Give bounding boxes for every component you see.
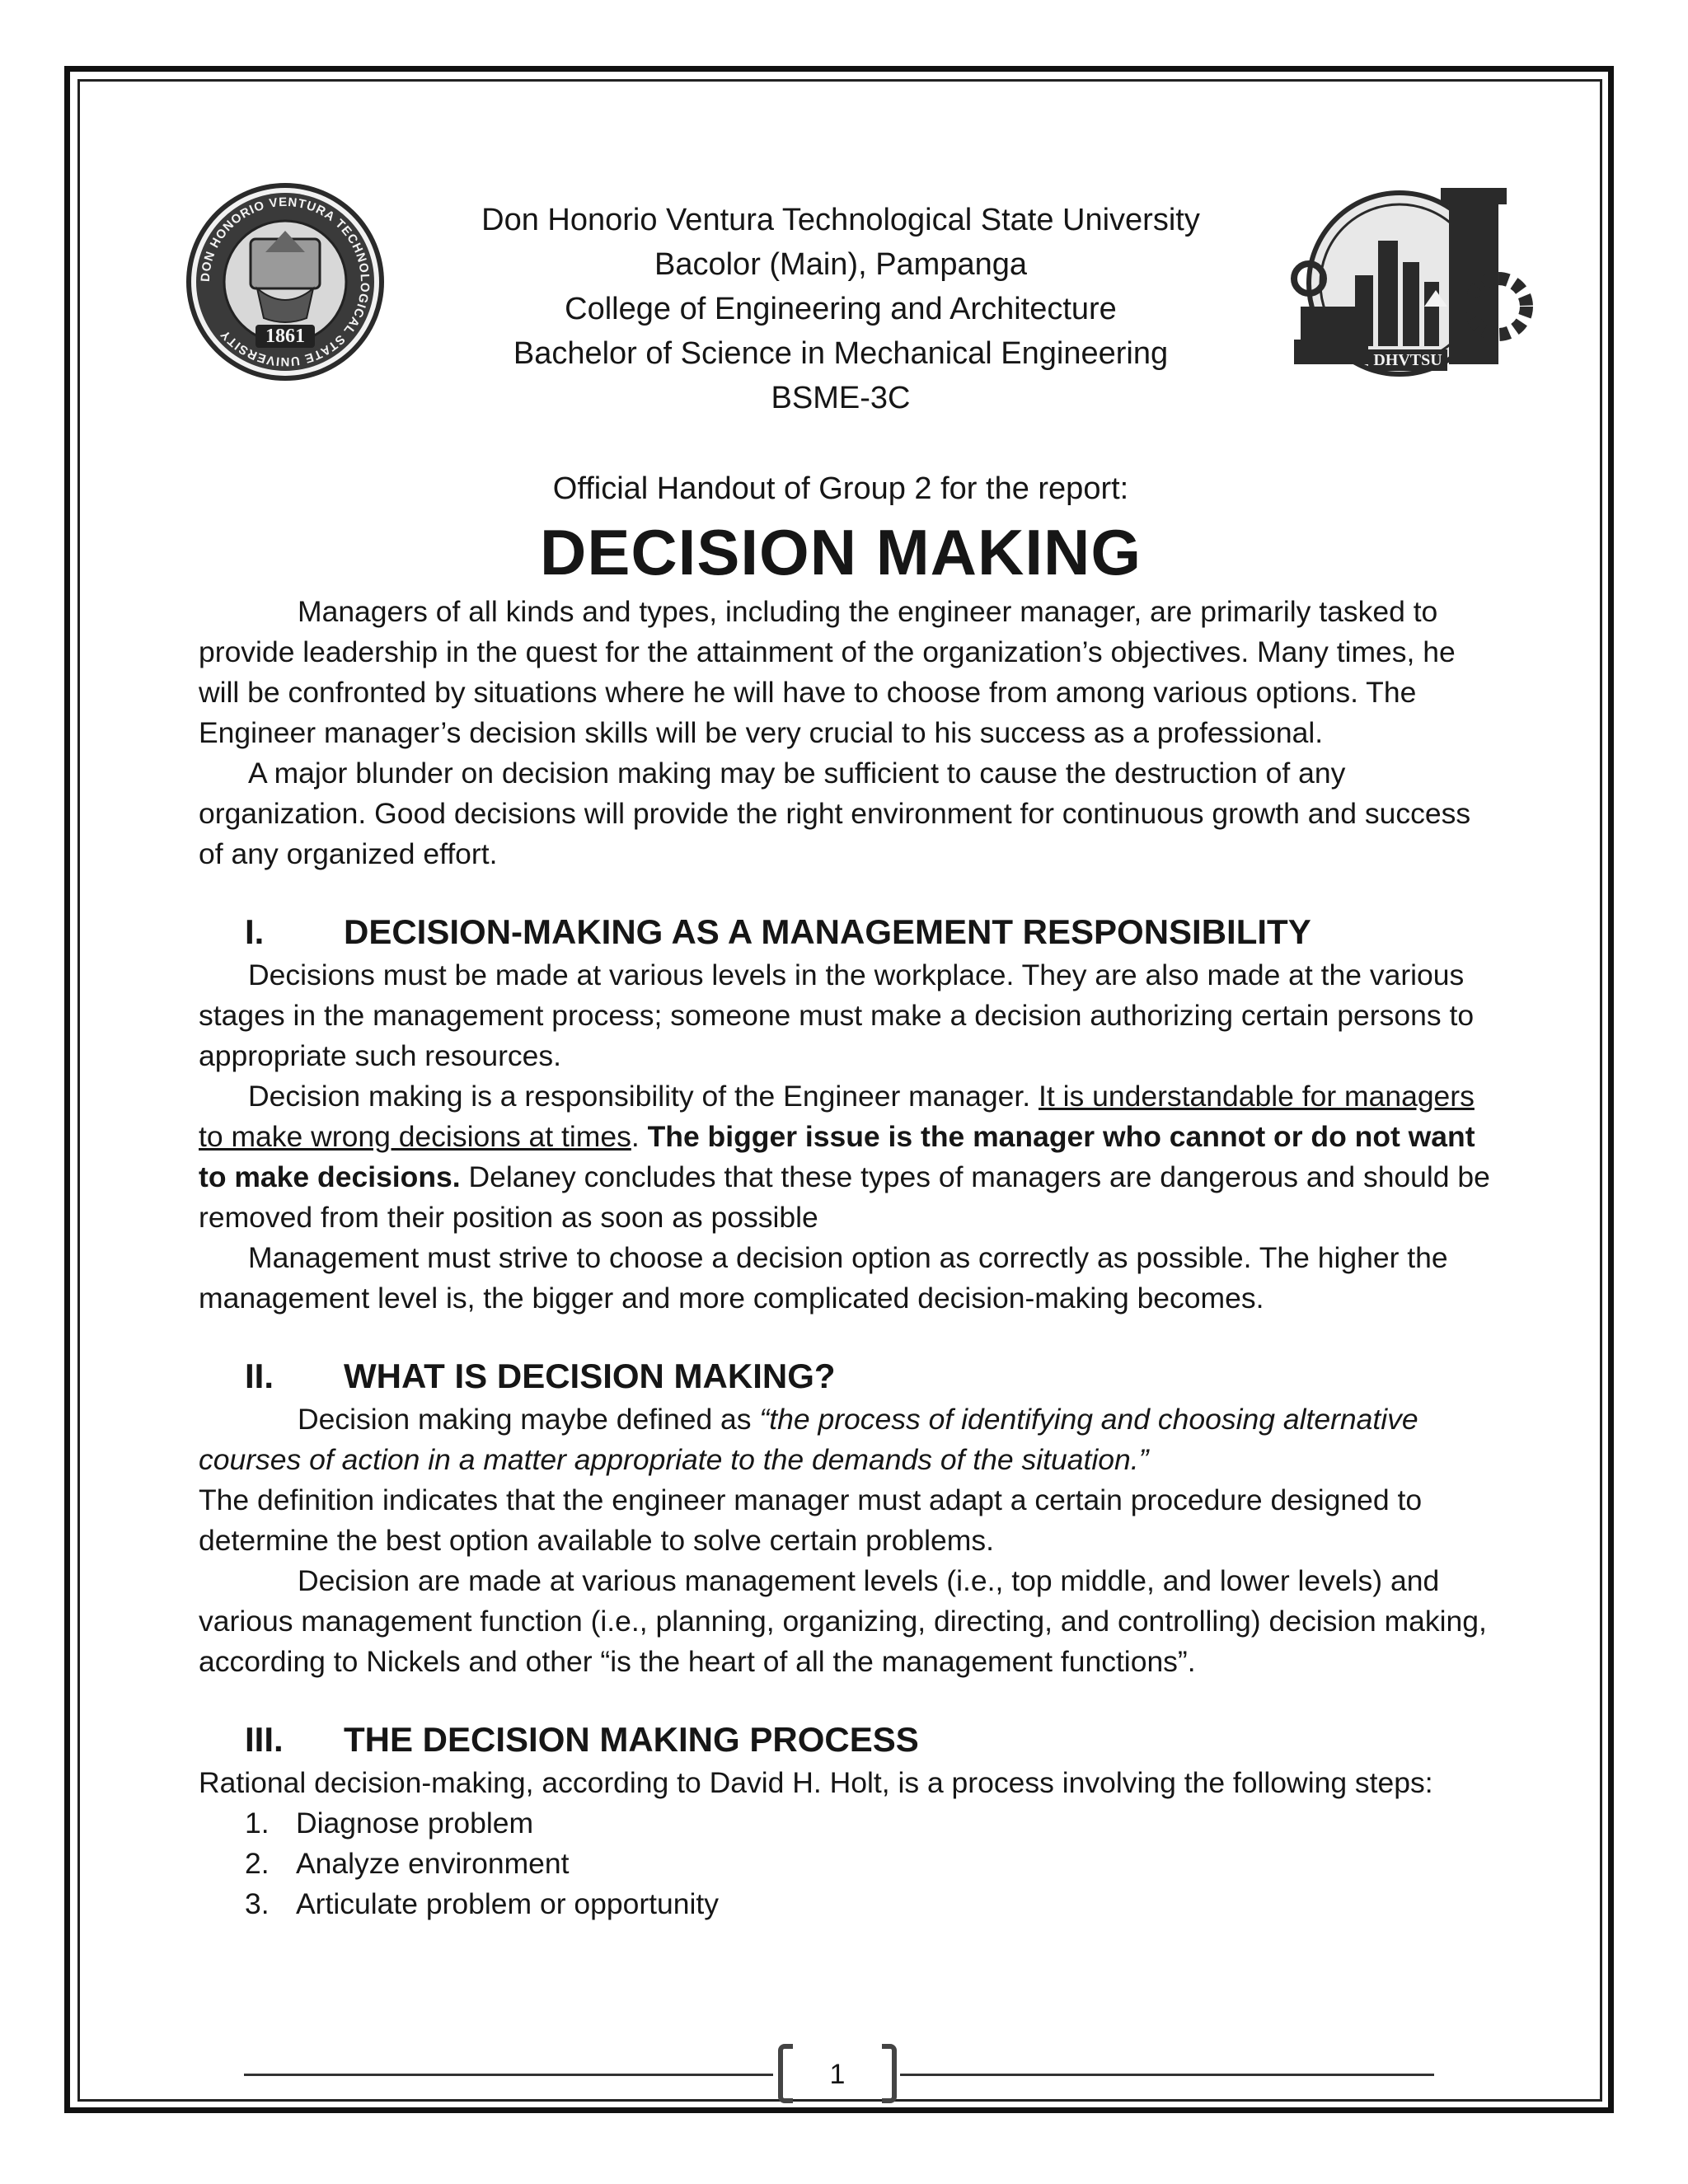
institution-header [412, 198, 1269, 420]
section-2-heading [199, 1353, 1493, 1399]
step-number: 1. [245, 1807, 270, 1840]
section-3-number: III. [245, 1720, 284, 1759]
step-text: Diagnose problem [296, 1807, 534, 1840]
bold-statement: The bigger issue is the manager who cannot or do not want to make decisions. [199, 1120, 1475, 1193]
page-title: DECISION MAKING [539, 516, 1142, 588]
document-body [199, 592, 1493, 1924]
definition-quote: “the process of identifying and choosing alternative courses of action in a matter appropriate to the demands of the situation.” [199, 1403, 1418, 1476]
section-1-paragraph-3: Management must strive to choose a decision option as correctly as possible. The higher the management level is, the bigger and more complicated decision-making becomes. [199, 1241, 1448, 1315]
svg-text:DON HONORIO VENTURA TECHNOLOGI: DON HONORIO VENTURA TECHNOLOGICAL STATE UNIVERSITY [198, 194, 373, 369]
section-3-title: THE DECISION MAKING PROCESS [344, 1720, 919, 1759]
intro-paragraph-2: A major blunder on decision making may be sufficient to cause the destruction of any organization. Good decisions will provide the right environment for continuous growth and success of any organized effort. [199, 757, 1471, 870]
section-1-paragraph-1: Decisions must be made at various levels in the workplace. They are also made at the various stages in the management process; someone must make a decision authorizing certain persons to appropriate such resources. [199, 958, 1475, 1072]
section-2-number: II. [245, 1357, 274, 1395]
section-1-number: I. [245, 912, 265, 951]
step-text: Analyze environment [296, 1847, 570, 1880]
step-text: Articulate problem or opportunity [296, 1887, 720, 1920]
section-1-p2-text: Decision making is a responsibility of the Engineer manager. [248, 1080, 1039, 1113]
underlined-statement: It is understandable for managers to make wrong decisions at times [199, 1080, 1475, 1153]
header-section: BSME-3C [771, 381, 911, 415]
process-steps-list [199, 1803, 1493, 1924]
step-number: 2. [245, 1847, 270, 1880]
section-2-paragraph-3: Decision are made at various management levels (i.e., top middle, and lower levels) and various management function (i.e., planning, organizing, directing, and controlling) decision making, according to Nickels and other “is the heart of all the management functions”. [199, 1564, 1487, 1678]
list-item [199, 1884, 1493, 1924]
seal-ring-text [183, 180, 387, 384]
definition-lead: Decision making maybe defined as [298, 1403, 760, 1436]
list-item [199, 1844, 1493, 1884]
list-item [199, 1803, 1493, 1844]
section-3-paragraph-1: Rational decision-making, according to David H. Holt, is a process involving the following steps: [199, 1766, 1433, 1799]
college-seal-banner: DHVTSU [1368, 349, 1447, 371]
footer-rule-right [900, 2074, 1434, 2076]
section-2-paragraph-1 [199, 1399, 1493, 1480]
section-2-title: WHAT IS DECISION MAKING? [344, 1357, 836, 1395]
footer-rule-left [244, 2074, 773, 2076]
header-program: Bachelor of Science in Mechanical Engineering [513, 336, 1169, 371]
header-university: Don Honorio Ventura Technological State University [481, 203, 1200, 237]
section-2-paragraph-2: The definition indicates that the engineer manager must adapt a certain procedure designed to determine the best option available to solve certain problems. [199, 1483, 1423, 1557]
svg-text:1861: 1861 [265, 326, 305, 347]
section-1-p2-sep: . [631, 1120, 648, 1153]
header-college: College of Engineering and Architecture [565, 292, 1117, 326]
section-1-paragraph-2 [199, 1076, 1493, 1238]
page-number: 1 [829, 2059, 846, 2090]
header-campus: Bacolor (Main), Pampanga [654, 247, 1027, 282]
section-1-heading [199, 909, 1493, 955]
section-1-p2-conclusion: Delaney concludes that these types of managers are dangerous and should be removed from their position as soon as possible [199, 1160, 1490, 1234]
section-1-title: DECISION-MAKING AS A MANAGEMENT RESPONSIBILITY [344, 912, 1311, 951]
step-number: 3. [245, 1887, 270, 1920]
intro-paragraph-1: Managers of all kinds and types, including the engineer manager, are primarily tasked to provide leadership in the quest for the attainment of the organization’s objectives. Many times, he will be confronted by situations where he will have to choose from among various options. The Engineer manager’s decision skills will be very crucial to his success as a professional. [199, 595, 1456, 749]
handout-subtitle: Official Handout of Group 2 for the report: [552, 471, 1129, 506]
section-3-heading [199, 1717, 1493, 1763]
